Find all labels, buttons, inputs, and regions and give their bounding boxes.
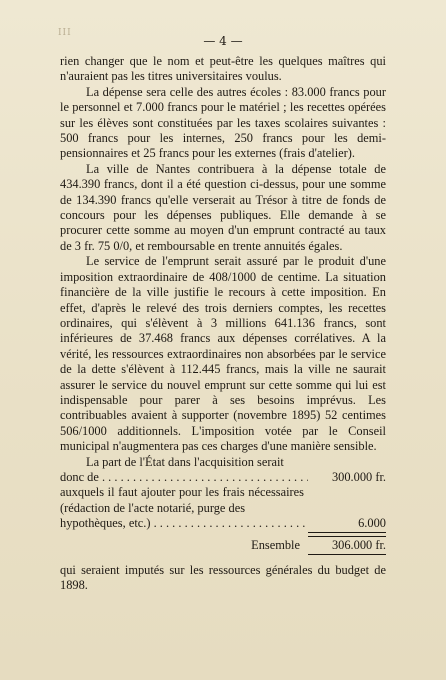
- paragraph-state-share: La part de l'État dans l'acquisition serait: [86, 454, 284, 469]
- paragraph-continuation: rien changer que le nom et peut-être les quelques maîtres qui n'auraient pas les titres universitaires voulus.: [60, 54, 386, 84]
- body-text: [60, 54, 386, 594]
- paragraph-expenses: La dépense sera celle des autres écoles : 83.000 francs pour le personnel et 7.000 francs pour le matériel ; les recettes opérées sur les élèves sont constituées par les taxes scolaires suivantes : 500 francs pour les internes, 250 francs pour les demi-pensionnaires et 25 francs pour les externes (frais d'atelier).: [60, 84, 386, 161]
- paragraph-loan-service: Le service de l'emprunt serait assuré par le produit d'une imposition extraordinaire de 408/1000 de centime. La situation financière de la ville justifie le recours à cette imposition. En effet, d'après le relevé des trois derniers comptes, les recettes ordinaires, qui s'élèvent à 3 millions 641.136 francs, sont inférieures de 37.468 francs aux dépenses corrélatives. A la vérité, les ressources extraordinaires non absorbées par le service de la dette s'élèvent à 112.445 francs, mais la ville ne saurait assurer le service du nouvel emprunt sur cette somme qui lui est indispensable pour parer à ses besoins imprévus. Les contribuables avaient à supporter (novembre 1895) 52 centimes 506/1000 additionnels. L'imposition votée par le Conseil municipal n'augmentera pas ces charges d'une manière sensible.: [60, 254, 386, 454]
- ledger-amount: 6.000: [308, 516, 386, 532]
- ledger-total-label: Ensemble: [251, 537, 300, 552]
- paragraph-budget: qui seraient imputés sur les ressources générales du budget de 1898.: [60, 563, 386, 593]
- ledger-row-fees: [60, 516, 386, 532]
- corner-mark: III: [58, 28, 72, 38]
- ledger-row-total: [60, 536, 386, 555]
- ledger-amount: 300.000 fr.: [331, 469, 386, 484]
- ledger-description: auxquels il faut ajouter pour les frais nécessaires (rédaction de l'acte notarié, purge des: [60, 485, 304, 515]
- ledger-row-text: [60, 485, 386, 516]
- ledger-row-amount: [60, 470, 386, 485]
- ledger-total-amount: 306.000 fr.: [308, 536, 386, 555]
- ledger-label: donc de . . .: [60, 470, 308, 485]
- ledger-label: hypothèques, etc.) . . .: [60, 516, 308, 531]
- page-number: — 4 —: [203, 34, 243, 48]
- paragraph-nantes-contribution: La ville de Nantes contribuera à la dépense totale de 434.390 francs, dont il a été question ci-dessus, pour une somme de 134.390 francs qu'elle verserait au Trésor à titre de fonds de concours pour les dépenses publiques. Elle demande à se procurer cette somme au moyen d'un emprunt contracté au taux de 3 fr. 75 0/0, et remboursable en trente annuités égales.: [60, 161, 386, 253]
